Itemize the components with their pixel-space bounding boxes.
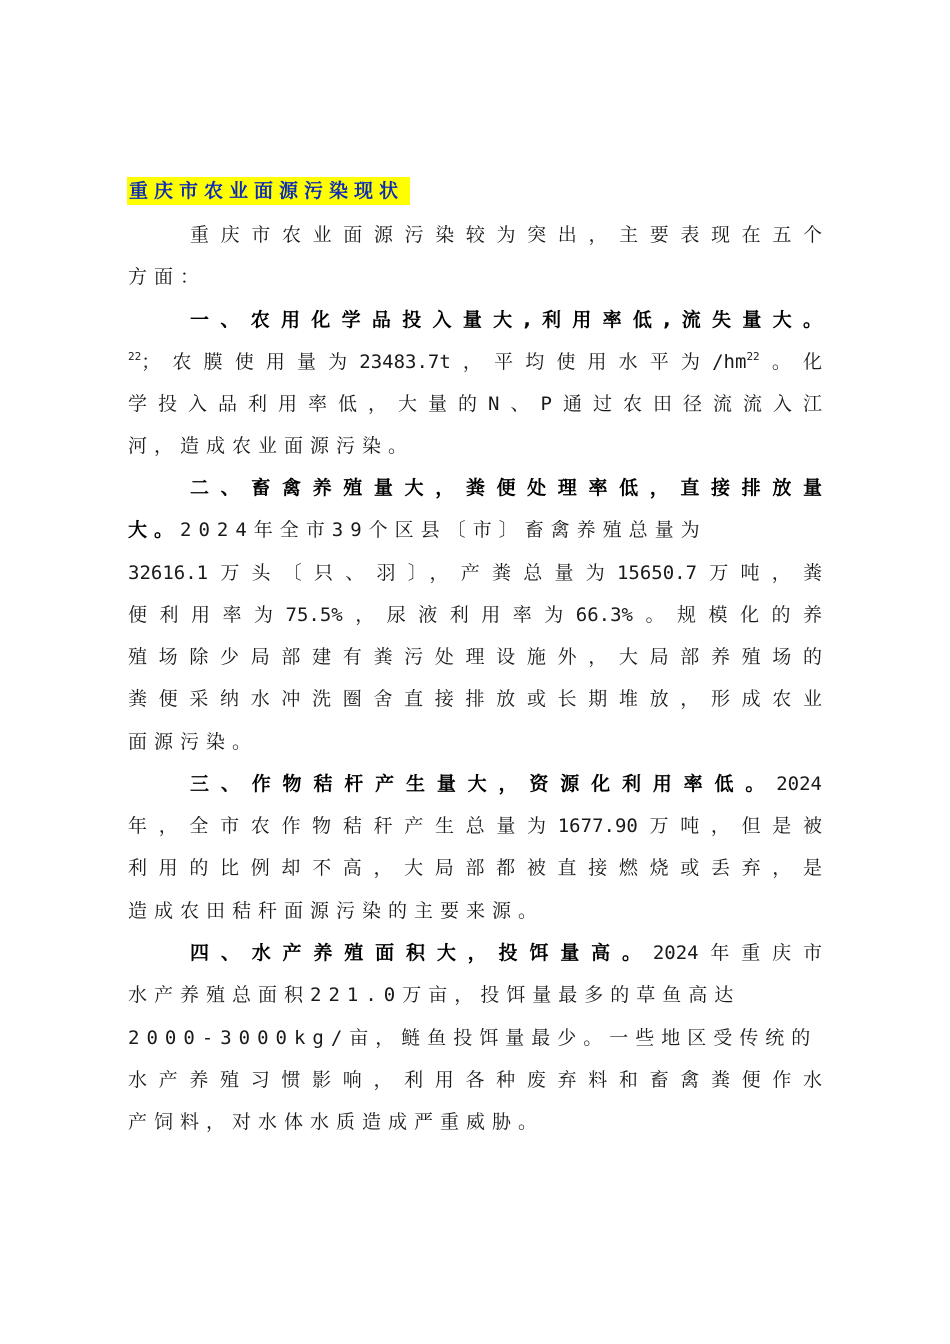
section-2-line-2-text: 2024年全市39个区县〔市〕畜禽养殖总量为 [180,519,707,541]
section-2-heading [190,473,822,503]
section-1-line-2 [128,347,822,377]
page-title: 重庆市农业面源污染现状 [127,177,410,205]
section-4-line-5: 产饲料，对水体水质造成严重威胁。 [128,1111,545,1133]
section-1-line-3: 学投入品利用率低，大量的N、P通过农田径流流入江 [128,393,822,415]
section-1-heading [190,305,822,335]
section-2-line-4: 便利用率为75.5%，尿液利用率为66.3%。规模化的养 [128,604,822,626]
section-2-line-2 [128,515,822,545]
section-2-line-6: 粪便采纳水冲洗圈舍直接排放或长期堆放，形成农业 [128,688,822,710]
section-2-line-5: 殖场除少局部建有粪污处理设施外，大局部养殖场的 [128,646,822,668]
section-1-line-2-tail: 。化 [759,351,822,373]
superscript: 22 [746,350,760,363]
section-4-heading [190,938,822,968]
section-2-line-3: 32616.1万头〔只、羽〕，产粪总量为15650.7万吨，粪 [128,562,822,584]
section-1-heading-text: 一、农用化学品投入量大,利用率低,流失量大。 [190,309,822,331]
section-4-line-4: 水产养殖习惯影响，利用各种废弃料和畜禽粪便作水 [128,1069,822,1091]
section-4-heading-tail: 2024年重庆市 [652,942,822,964]
superscript: 22 [128,350,142,363]
intro-line-1: 重庆市农业面源污染较为突出，主要表现在五个 [190,224,822,246]
section-1-line-2-text: ；农膜使用量为23483.7t，平均使用水平为/hm [141,351,747,373]
section-3-heading-text: 三、作物秸杆产生量大，资源化利用率低。 [190,773,777,795]
section-3-heading-tail: 2024 [776,773,822,795]
section-1-line-4: 河，造成农业面源污染。 [128,435,415,457]
section-2-heading-end: 大。 [128,519,181,541]
section-3-heading [190,769,822,799]
section-4-line-3: 2000-3000kg/亩，鲢鱼投饵量最少。一些地区受传统的 [128,1027,818,1049]
section-4-heading-text: 四、水产养殖面积大，投饵量高。 [190,942,653,964]
section-3-line-4: 造成农田秸秆面源污染的主要来源。 [128,900,545,922]
section-4-line-2: 水产养殖总面积221.0万亩，投饵量最多的草鱼高达 [128,984,741,1006]
section-3-line-2: 年，全市农作物秸秆产生总量为1677.90万吨，但是被 [128,815,822,837]
intro-line-2: 方面： [128,266,207,288]
section-3-line-3: 利用的比例却不高，大局部都被直接燃烧或丢弃，是 [128,857,822,879]
section-2-line-7: 面源污染。 [128,731,259,753]
section-2-heading-text: 二、畜禽养殖量大，粪便处理率低，直接排放量 [190,477,822,499]
